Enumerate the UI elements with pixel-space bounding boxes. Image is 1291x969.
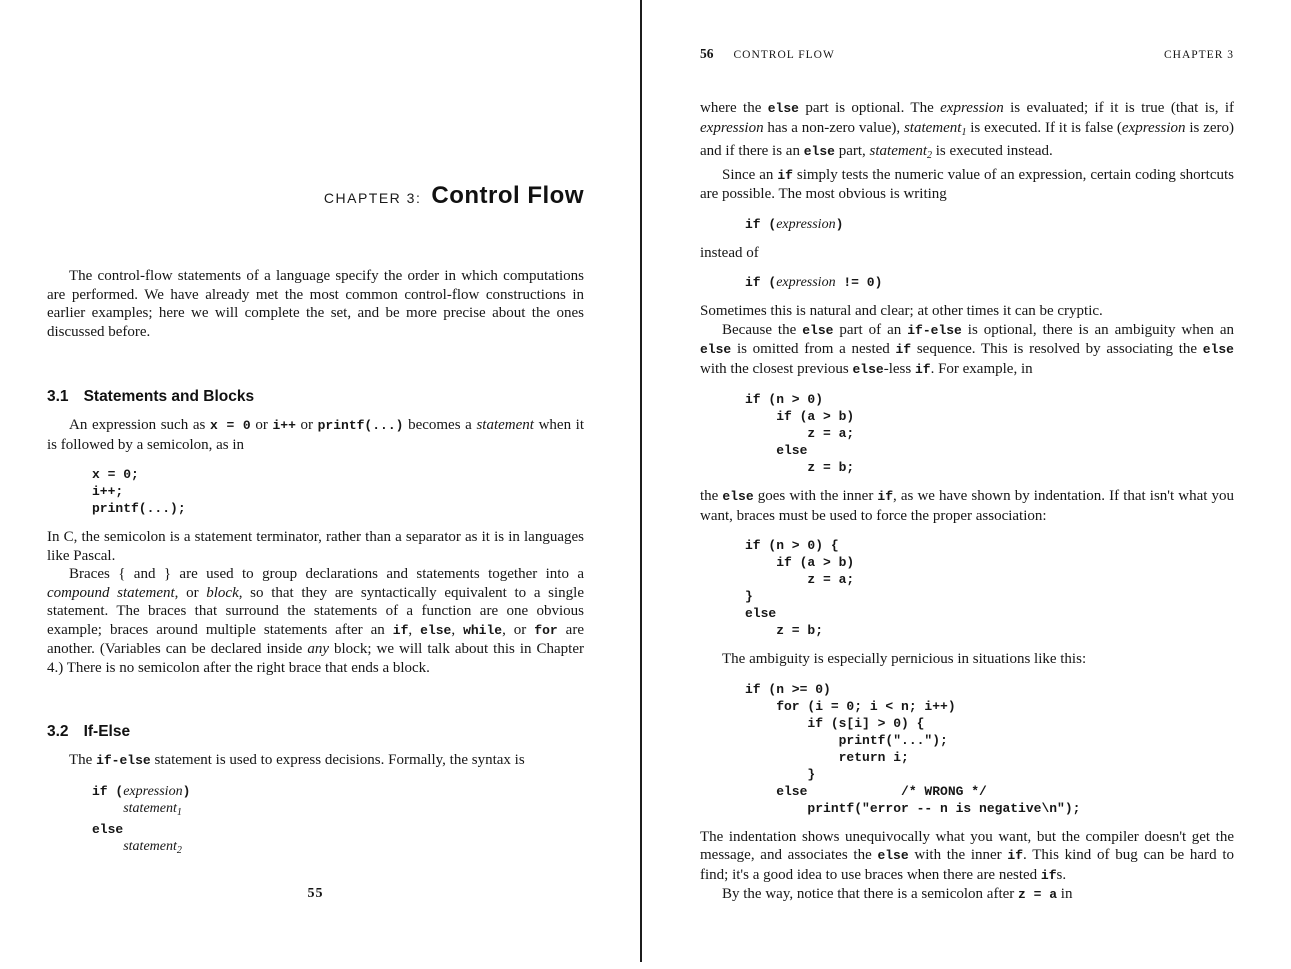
code-line (92, 466, 584, 483)
section-title: If-Else (83, 723, 131, 740)
text-segment: , or (502, 621, 535, 638)
paragraph-indentation (700, 828, 1234, 886)
code-block-wrong-example (745, 681, 1234, 817)
code-segment: statement (123, 838, 177, 854)
code-line (92, 838, 584, 859)
text-segment: in (1057, 886, 1073, 902)
text-segment: The ambiguity is especially pernicious in situations like this: (722, 651, 1087, 667)
code-block-statements (92, 466, 584, 517)
code-line (745, 216, 1234, 233)
code-line (745, 732, 1234, 749)
code-segment: } (745, 589, 753, 604)
section-number: 3.2 (47, 723, 69, 740)
section-number: 3.1 (47, 388, 69, 405)
code-segment: else (745, 443, 808, 458)
section-heading-3-1 (47, 388, 584, 406)
code-segment: } (745, 766, 816, 782)
paragraph-sometimes (700, 302, 1234, 321)
text-segment: else (877, 848, 909, 863)
header-running-title: CONTROL FLOW (733, 49, 835, 61)
code-segment: else (92, 821, 124, 837)
text-segment: statement (476, 417, 534, 433)
text-segment: if (1007, 848, 1024, 863)
code-block-if-expression (745, 216, 1234, 233)
chapter-title: Control Flow (431, 182, 584, 209)
text-segment: else (1202, 342, 1234, 357)
text-segment: block; we will talk about this in Chapter 4.) There is no semicolon after the right brace that ends a block. (47, 641, 584, 676)
text-segment: statement (869, 143, 928, 159)
code-segment: i++; (92, 484, 124, 499)
text-segment: or (250, 417, 273, 433)
text-segment: else (803, 144, 835, 159)
text-segment: -less (883, 360, 915, 377)
text-segment: The indentation shows unequivocally what you want, but the compiler doesn't get the message, and associates the (700, 828, 1234, 863)
text-segment: else (420, 622, 452, 638)
code-line (745, 622, 1234, 639)
paragraph-byway (700, 885, 1234, 905)
text-segment: 2 (927, 150, 933, 161)
paragraph-since (700, 166, 1234, 204)
code-line (745, 605, 1234, 622)
page-55 (47, 0, 584, 902)
text-segment: Because the (722, 321, 803, 338)
text-segment: is executed instead. (932, 143, 1053, 159)
code-line (745, 274, 1234, 291)
text-segment: has a non-zero value), (763, 119, 904, 136)
code-line (745, 698, 1234, 715)
text-segment: 1 (961, 126, 967, 138)
text-segment: The (69, 752, 97, 768)
code-segment: if ( (745, 216, 777, 232)
text-segment: else (852, 361, 884, 377)
paragraph-braces (47, 565, 584, 677)
text-segment: In C, the semicolon is a statement terminator, rather than a separator as it is in languages like Pascal. (47, 529, 584, 564)
text-segment: is evaluated; if it is true (that is, if (1003, 100, 1234, 116)
code-segment: z = a; (745, 572, 855, 587)
text-segment: , (451, 621, 464, 638)
section-heading-3-2 (47, 723, 584, 741)
text-segment: block (206, 584, 239, 601)
text-segment: for (534, 622, 558, 638)
code-segment: 1 (176, 806, 182, 818)
code-segment: z = b; (745, 460, 855, 475)
code-segment: else (745, 606, 777, 621)
code-segment: z = a; (745, 426, 855, 441)
code-line (745, 681, 1234, 698)
code-segment: 2 (176, 844, 182, 856)
text-segment: expression (1121, 119, 1186, 136)
code-line (745, 537, 1234, 554)
text-segment: becomes a (403, 417, 477, 433)
paragraph-ifelse (47, 751, 584, 771)
paragraph-expression (47, 416, 584, 454)
text-segment: if (1040, 867, 1057, 883)
code-segment (92, 839, 123, 854)
code-line (745, 442, 1234, 459)
text-segment: else (722, 489, 754, 504)
code-segment: if (a > b) (745, 409, 855, 424)
code-segment: z = b; (745, 623, 824, 638)
code-line (745, 800, 1234, 817)
text-segment: printf(...) (317, 418, 404, 433)
code-segment: if ( (745, 275, 777, 290)
text-segment: goes with the inner (753, 488, 878, 504)
text-segment: is optional, there is an ambiguity when an (961, 321, 1234, 338)
code-segment: return i; (745, 749, 909, 765)
code-segment: expression (776, 275, 836, 290)
code-line (745, 715, 1234, 732)
text-segment: , (408, 621, 421, 638)
text-segment: s. (1056, 866, 1067, 883)
page-56 (700, 0, 1234, 905)
code-segment: if (n > 0) (745, 392, 824, 407)
text-segment: expression (940, 100, 1004, 116)
text-segment: if (877, 489, 894, 504)
text-segment: are another. (Variables can be declared inside (47, 621, 584, 657)
text-segment: . For example, in (930, 360, 1033, 377)
text-segment: , or (174, 584, 207, 601)
text-segment: Since an (722, 166, 778, 183)
code-segment (92, 801, 123, 816)
code-line (745, 588, 1234, 605)
code-line (745, 783, 1234, 800)
text-segment: . This kind of bug can be hard to find; it's a good idea to use braces when there are nested (700, 847, 1234, 883)
code-line (745, 571, 1234, 588)
code-segment: else /* WRONG */ (745, 783, 987, 799)
code-line (745, 554, 1234, 571)
chapter-heading (47, 182, 584, 210)
text-segment: part, (834, 143, 870, 159)
text-segment: if (392, 622, 409, 638)
code-segment: != 0) (835, 275, 883, 290)
text-segment: i++ (272, 418, 296, 433)
code-segment: expression (776, 216, 836, 232)
paragraph-instead (700, 244, 1234, 263)
text-segment: Braces { and } are used to group declarations and statements together into a (69, 566, 584, 582)
text-segment: Sometimes this is natural and clear; at other times it can be cryptic. (700, 303, 1103, 319)
code-line (92, 783, 584, 800)
text-segment: if (777, 167, 793, 183)
text-segment: instead of (700, 244, 759, 261)
page-gutter-divider (640, 0, 642, 962)
header-page-number: 56 (700, 46, 714, 61)
text-segment: where the (700, 100, 768, 116)
text-segment: else (767, 101, 799, 116)
text-segment: if (914, 361, 931, 377)
text-segment: if-else (96, 753, 151, 768)
text-segment: z = a (1018, 887, 1058, 902)
text-segment: else (700, 342, 732, 357)
text-segment: , so that they are syntactically equivalent to a single statement. The braces that surround the statements of a function are one obvious example; braces around multiple statements after an (47, 584, 584, 638)
text-segment: while (463, 622, 503, 638)
code-line (745, 766, 1234, 783)
code-block-if-expression-ne (745, 274, 1234, 291)
text-segment: By the way, notice that there is a semicolon after (722, 886, 1019, 902)
paragraph-else-optional (700, 99, 1234, 166)
text-segment: else (802, 322, 834, 338)
text-segment: , as we have shown by indentation. If that isn't what you want, braces must be used to force the proper association: (700, 488, 1234, 524)
text-segment: part of an (833, 321, 908, 338)
intro-paragraph (47, 267, 584, 341)
paragraph-inner-if (700, 487, 1234, 525)
paragraph-semicolon (47, 528, 584, 565)
paragraph-because (700, 321, 1234, 380)
text-segment: any (307, 641, 329, 657)
code-line (92, 500, 584, 517)
page-number-55: 55 (307, 885, 324, 901)
code-line (92, 483, 584, 500)
code-line (745, 459, 1234, 476)
text-segment: An expression such as (69, 417, 210, 433)
code-block-ifelse-syntax (92, 783, 584, 859)
header-chapter-label: CHAPTER 3 (1163, 49, 1234, 61)
code-block-nested-if (745, 391, 1234, 476)
code-line (92, 821, 584, 838)
text-segment: with the inner (908, 847, 1008, 863)
code-segment: if ( (92, 783, 124, 799)
code-segment: printf("..."); (745, 732, 948, 748)
text-segment: x = 0 (209, 418, 251, 433)
code-segment: printf("error -- n is negative\n"); (745, 800, 1081, 816)
text-segment: or (295, 417, 318, 433)
chapter-label: CHAPTER 3: (323, 190, 422, 206)
text-segment: is executed. If it is false ( (966, 119, 1122, 136)
code-line (745, 425, 1234, 442)
code-segment: ) (835, 216, 844, 232)
text-segment: compound statement (47, 584, 175, 601)
running-header (700, 46, 1234, 62)
code-segment: if (s[i] > 0) { (745, 715, 925, 731)
code-segment: expression (123, 783, 183, 799)
text-segment: is omitted from a nested (731, 341, 896, 357)
text-segment: if-else (907, 322, 962, 338)
code-segment: x = 0; (92, 467, 139, 482)
code-segment: if (n >= 0) (745, 681, 831, 697)
section-title: Statements and Blocks (83, 388, 255, 405)
code-line (745, 408, 1234, 425)
code-block-braced-if (745, 537, 1234, 639)
text-segment: statement is used to express decisions. Formally, the syntax is (150, 752, 525, 768)
text-segment: simply tests the numeric value of an expression, certain coding shortcuts are possible. The most obvious is writing (700, 166, 1234, 202)
code-segment: printf(...); (92, 501, 186, 516)
code-line (92, 800, 584, 821)
code-segment: if (n > 0) { (745, 538, 839, 553)
code-line (745, 749, 1234, 766)
text-segment: expression (700, 119, 764, 136)
text-segment: statement (903, 119, 962, 136)
code-segment: ) (182, 783, 191, 799)
text-segment: is zero) and if there is an (700, 119, 1234, 159)
text-segment: sequence. This is resolved by associating the (911, 341, 1203, 357)
text-segment: with the closest previous (700, 360, 853, 377)
text-segment: when it is followed by a semicolon, as in (47, 417, 585, 453)
paragraph-ambiguity (700, 650, 1234, 669)
code-line (745, 391, 1234, 408)
text-segment: part is optional. The (798, 100, 941, 116)
text-segment: The control-flow statements of a language specify the order in which computations are performed. We have already met the most common control-flow constructions in earlier examples; here we will complete the set, and be more precise about the ones discussed before. (47, 268, 584, 340)
text-segment: the (700, 488, 723, 504)
code-segment: statement (123, 800, 177, 816)
code-segment: if (a > b) (745, 555, 855, 570)
text-segment: if (895, 342, 912, 357)
code-segment: for (i = 0; i < n; i++) (745, 698, 956, 714)
